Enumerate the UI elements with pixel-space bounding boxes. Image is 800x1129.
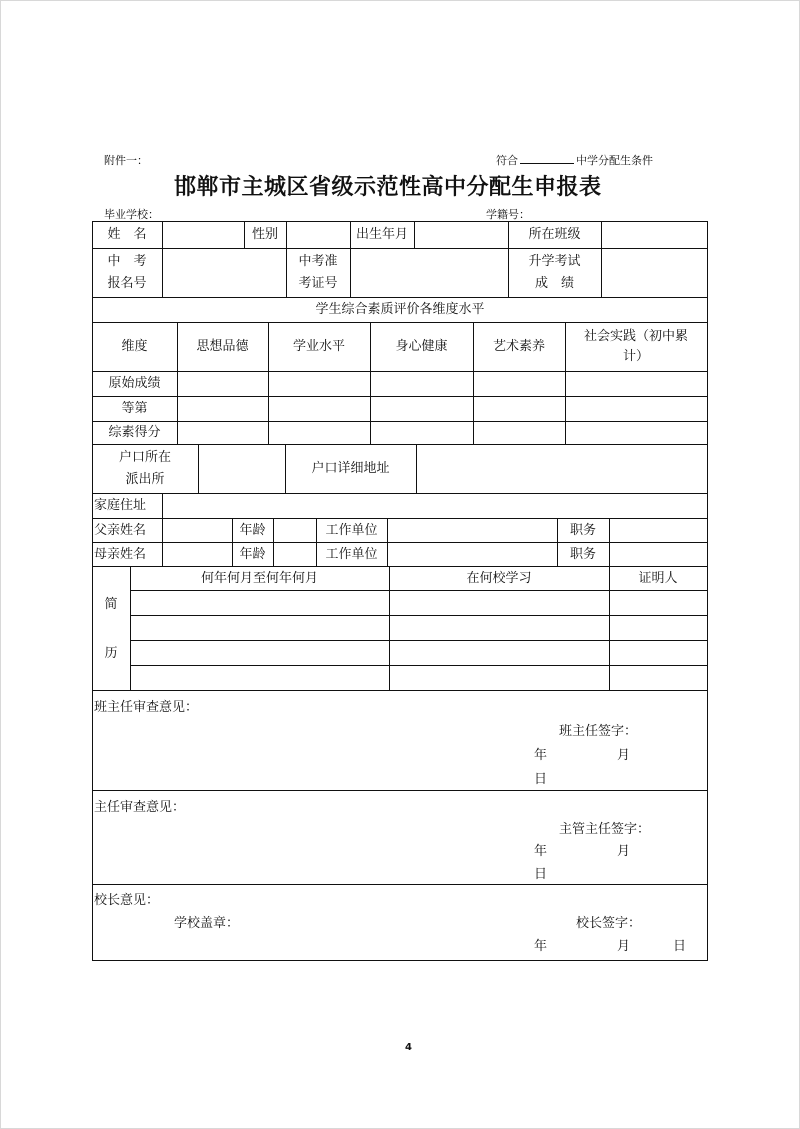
- birth-label: 出生年月: [355, 227, 408, 242]
- head-teacher-year: 年: [534, 748, 548, 763]
- student-id-label: 学籍号：: [486, 208, 530, 221]
- practice-label: [565, 323, 707, 371]
- exam-card-field[interactable]: [351, 249, 508, 297]
- head-teacher-day: 日: [534, 772, 548, 787]
- exam-card-label-line2: 考证号: [298, 276, 338, 291]
- director-year: 年: [534, 844, 548, 859]
- academic-label: 学业水平: [292, 339, 345, 354]
- class-label: 所在班级: [528, 227, 581, 242]
- principal-review-label: 校长意见：: [94, 893, 160, 908]
- resume-school-header: 在何校学习: [466, 570, 532, 586]
- director-month: 月: [617, 844, 631, 859]
- exam-card-label-line1: 中考准: [298, 254, 338, 269]
- principal-year: 年: [534, 939, 548, 954]
- page-number: 4: [405, 1042, 412, 1053]
- gender-field[interactable]: [287, 222, 350, 248]
- name-label: 姓 名: [107, 227, 147, 242]
- police-station-label: [92, 445, 198, 493]
- director-sign-label: 主管主任签字：: [559, 822, 651, 837]
- mother-work-label: 工作单位: [325, 546, 378, 562]
- mother-position-label: 职务: [569, 546, 596, 562]
- school-seal-label: 学校盖章：: [174, 916, 240, 931]
- father-work-label: 工作单位: [325, 522, 378, 538]
- home-address-field[interactable]: [163, 494, 707, 518]
- resume-period-header: 何年何月至何年何月: [200, 570, 318, 586]
- health-label: 身心健康: [395, 339, 448, 354]
- exam-reg-label-line2: 报名号: [107, 276, 147, 291]
- resume-witness-header: 证明人: [638, 570, 678, 586]
- condition-text: [496, 152, 653, 168]
- exam-card-label: [286, 249, 350, 297]
- director-review-label: 主任审查意见：: [94, 800, 186, 815]
- head-teacher-sign-label: 班主任签字：: [559, 724, 638, 739]
- police-station-field[interactable]: [199, 445, 285, 493]
- total-score-label: 综素得分: [108, 425, 161, 440]
- father-position-label: 职务: [569, 522, 596, 538]
- father-age-label: 年龄: [239, 522, 266, 538]
- resume-label-top: 简: [104, 597, 118, 612]
- raw-score-label: 原始成绩: [108, 376, 161, 391]
- form-title: 邯郸市主城区省级示范性高中分配生申报表: [174, 174, 602, 200]
- art-label: 艺术素养: [492, 339, 545, 354]
- practice-label-line1: 社会实践（初中累: [583, 329, 688, 344]
- father-name-label: 父亲姓名: [94, 522, 147, 538]
- exam-score-label-line2: 成 绩: [534, 276, 574, 291]
- exam-reg-label-line1: 中 考: [107, 254, 147, 269]
- birth-field[interactable]: [415, 222, 508, 248]
- exam-score-label-line1: 升学考试: [528, 254, 581, 269]
- condition-blank: [520, 153, 574, 164]
- principal-month: 月: [617, 939, 631, 954]
- dimension-label: 维度: [121, 339, 148, 354]
- mother-name-label: 母亲姓名: [94, 546, 147, 562]
- head-teacher-month: 月: [617, 748, 631, 763]
- resume-label-bottom: 历: [104, 646, 118, 661]
- exam-score-field[interactable]: [602, 249, 707, 297]
- exam-score-label: [508, 249, 601, 297]
- practice-label-line2: 计）: [622, 349, 649, 364]
- home-address-label: 家庭住址: [94, 498, 147, 513]
- mother-age-label: 年龄: [239, 546, 266, 562]
- gender-label: 性别: [251, 227, 278, 242]
- grade-label: 等第: [121, 401, 148, 416]
- condition-suffix: 中学分配生条件: [576, 154, 653, 167]
- address-field[interactable]: [417, 445, 707, 493]
- principal-day: 日: [673, 939, 687, 954]
- police-station-label-line2: 派出所: [125, 472, 165, 487]
- exam-reg-field[interactable]: [163, 249, 286, 297]
- condition-prefix: 符合: [496, 154, 518, 167]
- exam-reg-label: [92, 249, 162, 297]
- address-label: 户口详细地址: [311, 461, 390, 476]
- attachment-label: 附件一：: [104, 154, 148, 167]
- school-label: 毕业学校：: [104, 208, 159, 221]
- head-teacher-review-label: 班主任审查意见：: [94, 700, 199, 715]
- director-day: 日: [534, 867, 548, 882]
- principal-sign-label: 校长签字：: [576, 916, 642, 931]
- moral-label: 思想品德: [196, 339, 249, 354]
- police-station-label-line1: 户口所在: [118, 450, 171, 465]
- class-field[interactable]: [602, 222, 707, 248]
- quality-heading: 学生综合素质评价各维度水平: [315, 302, 485, 317]
- name-field[interactable]: [163, 222, 244, 248]
